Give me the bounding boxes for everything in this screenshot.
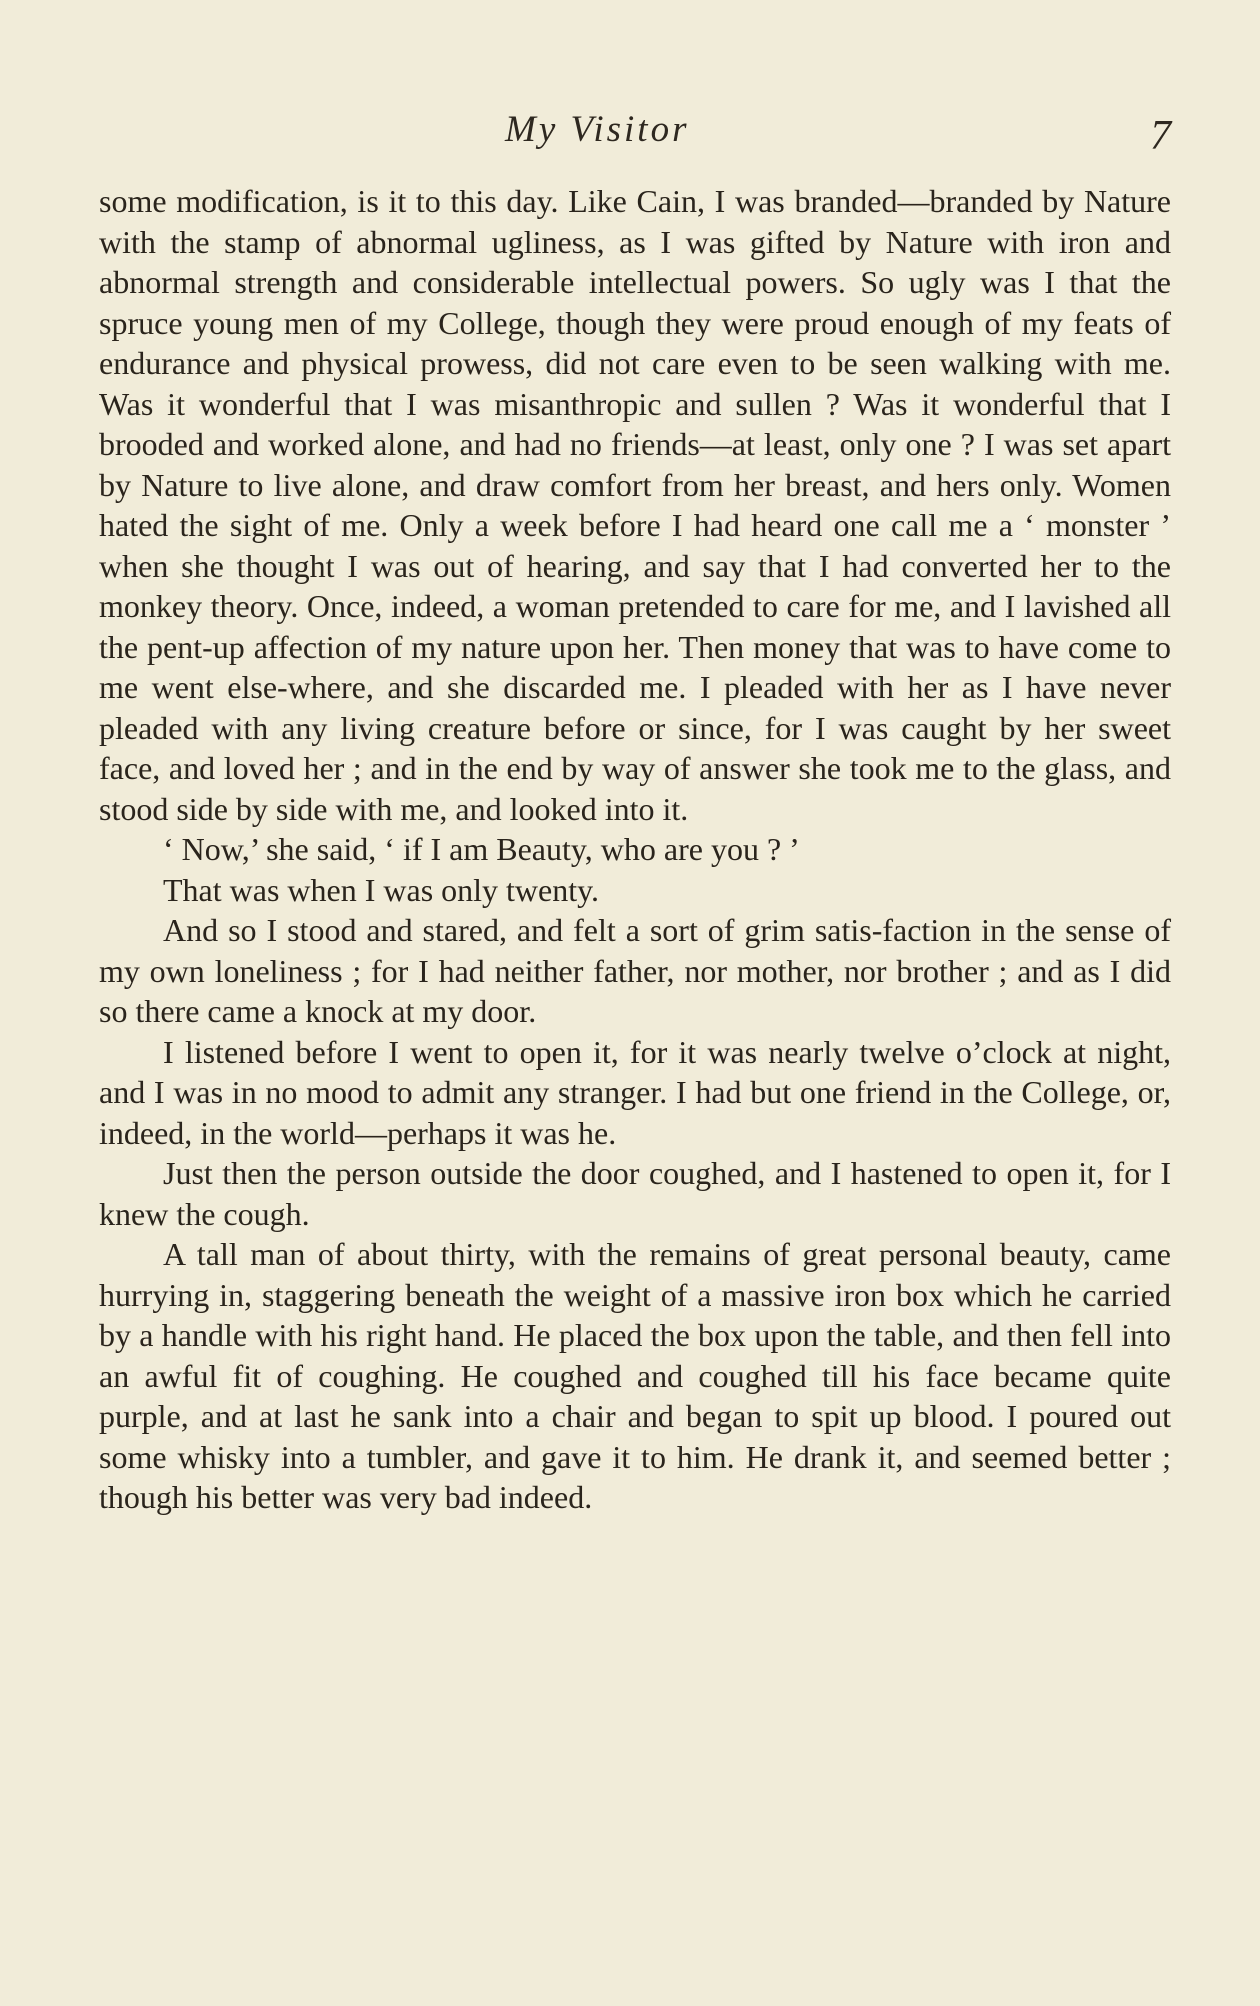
body-text: [99, 181, 1171, 1518]
paragraph: And so I stood and stared, and felt a sort of grim satis-faction in the sense of my own loneliness ; for I had neither father, nor mother, nor brother ; and as I did so there came a knock at my door.: [99, 912, 1171, 1029]
paragraph: Just then the person outside the door coughed, and I hastened to open it, for I knew the cough.: [99, 1155, 1171, 1232]
running-title: My Visitor: [505, 109, 690, 150]
paragraph: A tall man of about thirty, with the remains of great personal beauty, came hurrying in, staggering beneath the weight of a massive iron box which he carried by a handle with his right hand. He placed the box upon the table, and then fell into an awful fit of coughing. He coughed and coughed till his face became quite purple, and at last he sank into a chair and began to spit up blood. I poured out some whisky into a tumbler, and gave it to him. He drank it, and seemed better ; though his better was very bad indeed.: [99, 1236, 1171, 1515]
paragraph: I listened before I went to open it, for it was nearly twelve o’clock at night, and I was in no mood to admit any stranger. I had but one friend in the College, or, indeed, in the world—perhaps it was he.: [99, 1033, 1171, 1151]
paragraph: That was when I was only twenty.: [163, 871, 600, 908]
running-head: [0, 108, 1260, 168]
paragraph: ‘ Now,’ she said, ‘ if I am Beauty, who are you ? ’: [163, 831, 800, 867]
page-number: 7: [1150, 113, 1171, 159]
paragraph: some modification, is it to this day. Like Cain, I was branded—branded by Nature with the stamp of abnormal ugliness, as I was gifted by Nature with iron and abnormal strength and considerable intellectual powers. So ugly was I that the spruce young men of my College, though they were proud enough of my feats of endurance and physical prowess, did not care even to be seen walking with me. Was it wonderful that I was misanthropic and sullen ? Was it wonderful that I brooded and worked alone, and had no friends—at least, only one ? I was set apart by Nature to live alone, and draw comfort from her breast, and hers only. Women hated the sight of me. Only a week before I had heard one call me a ‘ monster ’ when she thought I was out of hearing, and say that I had converted her to the monkey theory. Once, indeed, a woman pretended to care for me, and I lavished all the pent-up affection of my nature upon her. Then money that was to have come to me went else-where, and she discarded me. I pleaded with her as I have never pleaded with any living creature before or since, for I was caught by her sweet face, and loved her ; and in the end by way of answer she took me to the glass, and stood side by side with me, and looked into it.: [99, 183, 1171, 827]
